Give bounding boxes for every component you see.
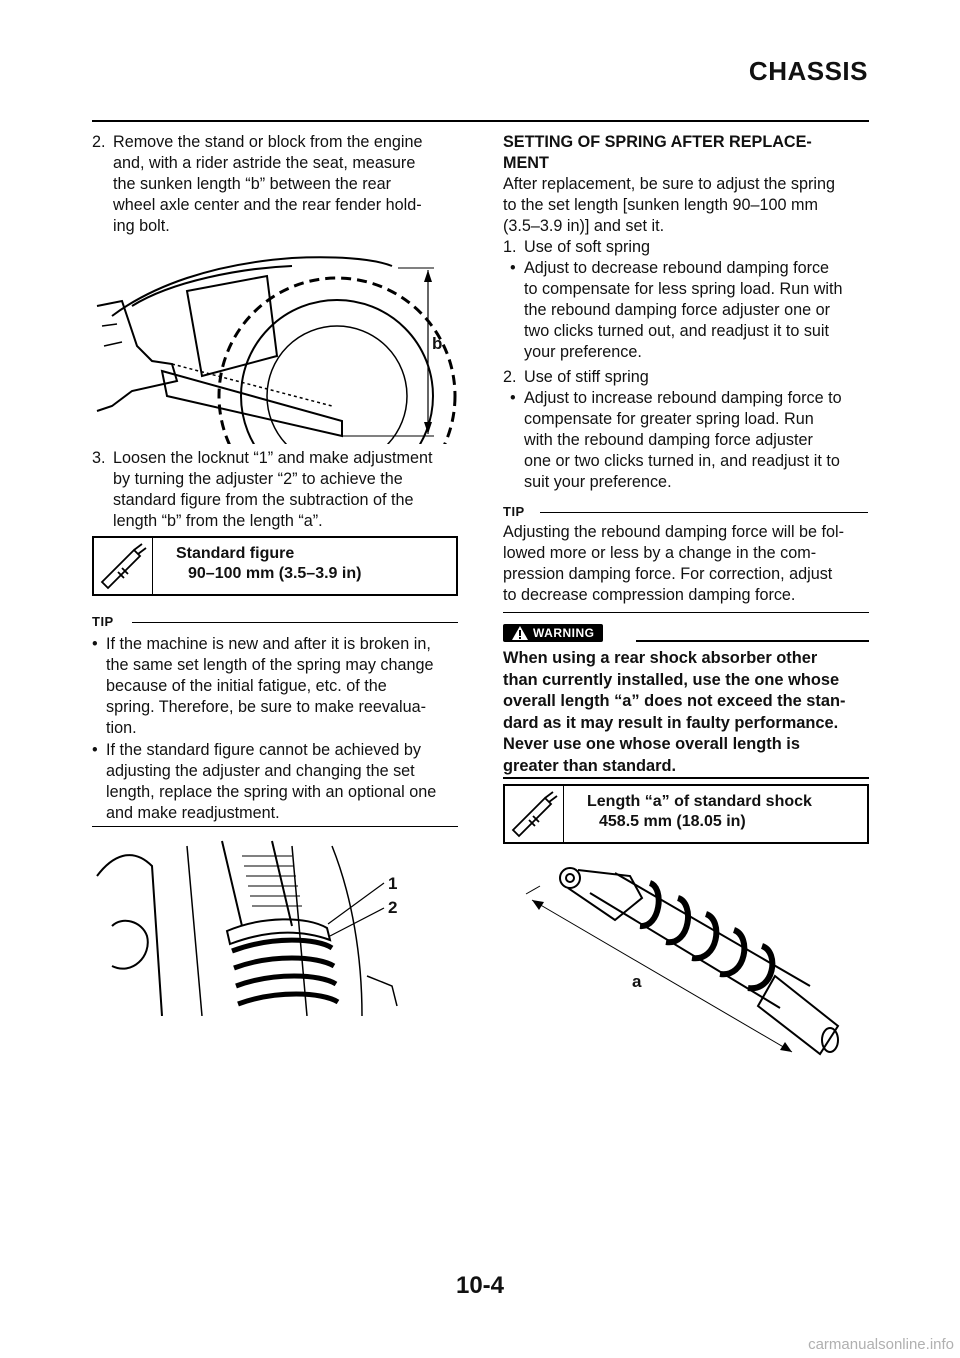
figure-label-2: 2 [388, 898, 398, 917]
bullet-line: Adjust to increase rebound damping force to [524, 389, 842, 407]
warning-line: greater than standard. [503, 756, 677, 775]
tip-2-line: lowed more or less by a change in the com- [503, 544, 817, 562]
step-2-text [113, 132, 423, 237]
figure-label-1: 1 [388, 874, 398, 893]
step-2-line: and, with a rider astride the seat, measure [113, 154, 416, 172]
tip-1-top-rule [132, 622, 458, 623]
caliper-icon [505, 786, 564, 842]
bullet-line: suit your preference. [524, 473, 672, 491]
tip-2-line: Adjusting the rebound damping force will be fol- [503, 523, 845, 541]
header-rule [92, 120, 869, 122]
heading-line: MENT [503, 154, 549, 172]
tip-2-line: pression damping force. For correction, adjust [503, 565, 833, 583]
warning-text [503, 648, 873, 777]
bullet-mark: • [92, 635, 98, 653]
bullet-mark: • [510, 259, 516, 277]
bullet-line: to compensate for less spring load. Run with [524, 280, 843, 298]
item-number: 2. [503, 368, 517, 386]
tip-1-label: TIP [92, 614, 114, 629]
step-3-line: by turning the adjuster “2” to achieve the [113, 470, 403, 488]
bullet-line: your preference. [524, 343, 642, 361]
caliper-icon [94, 538, 153, 594]
page-number: 10-4 [455, 1272, 505, 1299]
step-2-line: Remove the stand or block from the engine [113, 133, 423, 151]
tip-1-line: and make readjustment. [106, 804, 280, 822]
tip-1-line: If the machine is new and after it is broken in, [106, 635, 431, 653]
warning-label: WARNING [533, 626, 595, 640]
warning-line: than currently installed, use the one whose [503, 670, 840, 689]
step-3-line: Loosen the locknut “1” and make adjustment [113, 449, 433, 467]
tip-2-top-rule [540, 512, 868, 513]
warning-triangle-icon [511, 625, 529, 641]
shock-absorber-figure [520, 858, 850, 1058]
warning-badge [503, 624, 603, 642]
warning-line: overall length “a” does not exceed the stan- [503, 692, 846, 710]
tip-2-bottom-rule [503, 612, 869, 613]
step-2-line: wheel axle center and the rear fender hold- [113, 196, 422, 214]
tip-1-line: length, replace the spring with an optional one [106, 783, 437, 801]
warning-line: Never use one whose overall length is [503, 735, 800, 753]
bullet-line: the rebound damping force adjuster one or [524, 301, 830, 319]
tip-1-bottom-rule [92, 826, 458, 827]
warning-line: dard as it may result in faulty performance. [503, 713, 839, 732]
bullet-line: Adjust to decrease rebound damping force [524, 259, 830, 277]
shock-adjuster-figure [92, 836, 412, 1016]
item-number: 1. [503, 238, 517, 256]
intro-paragraph [503, 174, 873, 237]
bullet-line: with the rebound damping force adjuster [524, 431, 813, 449]
rear-wheel-figure [92, 246, 462, 444]
warning-top-rule [636, 640, 869, 642]
tip-1-line: adjusting the adjuster and changing the set [106, 762, 415, 780]
section-title: CHASSIS [748, 56, 868, 86]
step-3-line: length “b” from the length “a”. [113, 512, 323, 530]
tip-2-text [503, 522, 873, 606]
figure-label-b: b [432, 334, 443, 353]
warning-bottom-rule [503, 777, 869, 779]
tip-1-line: because of the initial fatigue, etc. of the [106, 677, 387, 695]
heading-line: SETTING OF SPRING AFTER REPLACE- [503, 133, 812, 151]
tip-1-line: If the standard figure cannot be achieved by [106, 741, 421, 759]
step-3-text [113, 448, 432, 532]
section-heading [503, 132, 873, 174]
standard-figure-spec-box [92, 536, 458, 596]
watermark: carmanualsonline.info [808, 1336, 954, 1353]
spec-2-title: Length “a” of standard shock [587, 793, 812, 810]
step-3-number: 3. [92, 449, 106, 467]
intro-line: After replacement, be sure to adjust the spring [503, 175, 836, 193]
tip-1-line: spring. Therefore, be sure to make reevalua- [106, 698, 427, 716]
intro-line: to the set length [sunken length 90–100 mm [503, 196, 818, 214]
step-3-line: standard figure from the subtraction of the [113, 491, 414, 509]
bullet-line: compensate for greater spring load. Run [524, 410, 814, 428]
bullet-line: one or two clicks turned in, and readjust it to [524, 452, 840, 470]
bullet-mark: • [92, 741, 98, 759]
spec-2-value: 458.5 mm (18.05 in) [599, 813, 746, 830]
figure-label-a: a [632, 972, 642, 991]
step-2-number: 2. [92, 133, 106, 151]
step-2-line: ing bolt. [113, 217, 170, 235]
item-title: Use of stiff spring [524, 368, 649, 386]
bullet-mark: • [510, 389, 516, 407]
tip-1-line: the same set length of the spring may change [106, 656, 434, 674]
intro-line: (3.5–3.9 in)] and set it. [503, 217, 665, 235]
bullet-line: two clicks turned out, and readjust it to suit [524, 322, 830, 340]
tip-2-line: to decrease compression damping force. [503, 586, 796, 604]
item-title: Use of soft spring [524, 238, 650, 256]
tip-1-line: tion. [106, 719, 137, 737]
spec-1-title: Standard figure [176, 545, 295, 562]
step-2-line: the sunken length “b” between the rear [113, 175, 392, 193]
warning-line: When using a rear shock absorber other [503, 649, 818, 667]
shock-length-spec-box [503, 784, 869, 844]
tip-2-label: TIP [503, 504, 525, 519]
spec-1-value: 90–100 mm (3.5–3.9 in) [188, 565, 362, 582]
